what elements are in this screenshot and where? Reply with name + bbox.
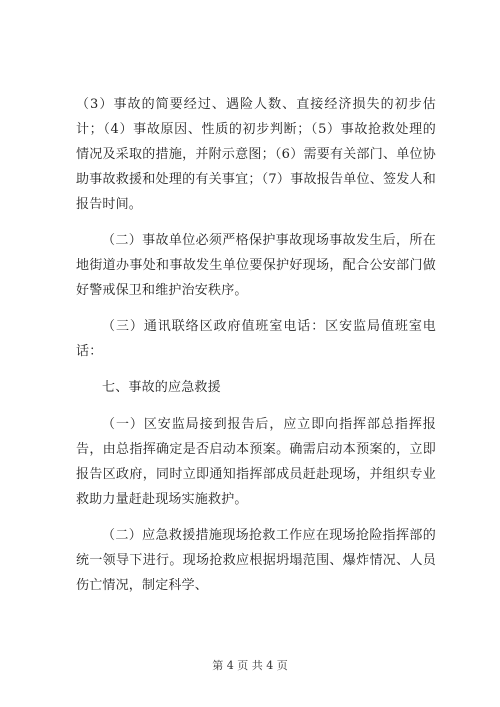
section-heading-emergency-rescue: 七、事故的应急救援 xyxy=(102,380,221,395)
paragraph-reporting-items: （3）事故的简要经过、遇险人数、直接经济损失的初步估计；（4）事故原因、性质的初步判断；（5）事故抢救处理的情况及采取的措施，并附示意图；（6）需要有关部门、单位协助事故救援和处理的有关事宜；（7）事故报告单位、签发人和报告时间。 xyxy=(76,97,436,212)
paragraph-protect-scene: （二）事故单位必须严格保护事故现场事故发生后，所在地街道办事处和事故发生单位要保护好现场，配合公安部门做好警戒保卫和维护治安秩序。 xyxy=(76,233,436,298)
paragraph-rescue-measures: （二）应急救援措施现场抢救工作应在现场抢险指挥部的统一领导下进行。现场抢救应根据坍塌范围、爆炸情况、人员伤亡情况，制定科学、 xyxy=(76,528,436,593)
paragraph-contact-phones: （三）通讯联络区政府值班室电话：区安监局值班室电话： xyxy=(76,319,436,359)
document-body xyxy=(76,92,436,609)
page-number-footer: 第 4 页 共 4 页 xyxy=(212,659,288,672)
paragraph-report-procedure: （一）区安监局接到报告后，应立即向指挥部总指挥报告，由总指挥确定是否启动本预案。确需启动本预案的，立即报告区政府，同时立即通知指挥部成员赶赴现场，并组织专业救助力量赶赴现场实施救护。 xyxy=(76,417,436,507)
